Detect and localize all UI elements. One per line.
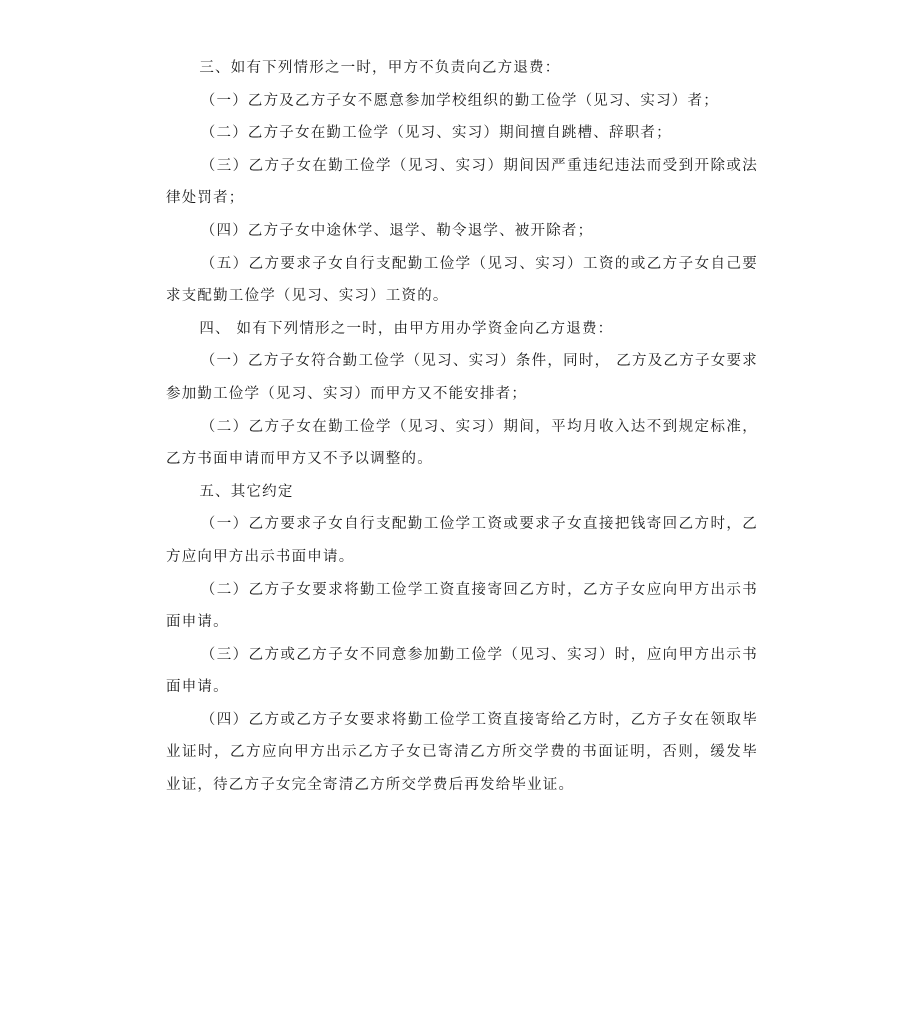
section-three-heading: 三、如有下列情形之一时，甲方不负责向乙方退费： xyxy=(199,60,561,76)
section-four-item-2: （二）乙方子女在勤工俭学（见习、实习）期间，平均月收入达不到规定标准，乙方书面申请而甲方又不予以调整的。 xyxy=(166,418,758,468)
section-three-item-2: （二）乙方子女在勤工俭学（见习、实习）期间擅自跳槽、辞职者； xyxy=(200,125,672,142)
section-three-item-3: （三）乙方子女在勤工俭学（见习、实习）期间因严重违纪违法而受到开除或法律处罚者； xyxy=(166,157,758,207)
section-five-item-1: （一）乙方要求子女自行支配勤工俭学工资或要求子女直接把钱寄回乙方时，乙方应向甲方出示书面申请。 xyxy=(166,516,758,565)
document-page xyxy=(166,52,758,802)
section-four-heading: 四、 如有下列情形之一时，由甲方用办学资金向乙方退费： xyxy=(199,320,614,337)
section-three-item-4: （四）乙方子女中途休学、退学、勒令退学、被开除者； xyxy=(200,222,594,239)
section-five-item-3: （三）乙方或乙方子女不同意参加勤工俭学（见习、实习）时，应向甲方出示书面申请。 xyxy=(166,646,758,696)
section-three-item-5: （五）乙方要求子女自行支配勤工俭学（见习、实习）工资的或乙方子女自己要求支配勤工俭学（见习、实习）工资的。 xyxy=(166,255,758,305)
section-four-item-1: （一）乙方子女符合勤工俭学（见习、实习）条件，同时， 乙方及乙方子女要求参加勤工俭学（见习、实习）而甲方又不能安排者； xyxy=(166,353,758,402)
section-five-heading: 五、其它约定 xyxy=(199,483,294,500)
section-five-item-2: （二）乙方子女要求将勤工俭学工资直接寄回乙方时，乙方子女应向甲方出示书面申请。 xyxy=(166,581,758,631)
section-three-item-1: （一）乙方及乙方子女不愿意参加学校组织的勤工俭学（见习、实习）者； xyxy=(200,92,719,109)
section-five-item-4: （四）乙方或乙方子女要求将勤工俭学工资直接寄给乙方时，乙方子女在领取毕业证时，乙方应向甲方出示乙方子女已寄清乙方所交学费的书面证明，否则，缓发毕业证，待乙方子女完全寄清乙方所交学费后再发给毕业证。 xyxy=(166,711,758,794)
